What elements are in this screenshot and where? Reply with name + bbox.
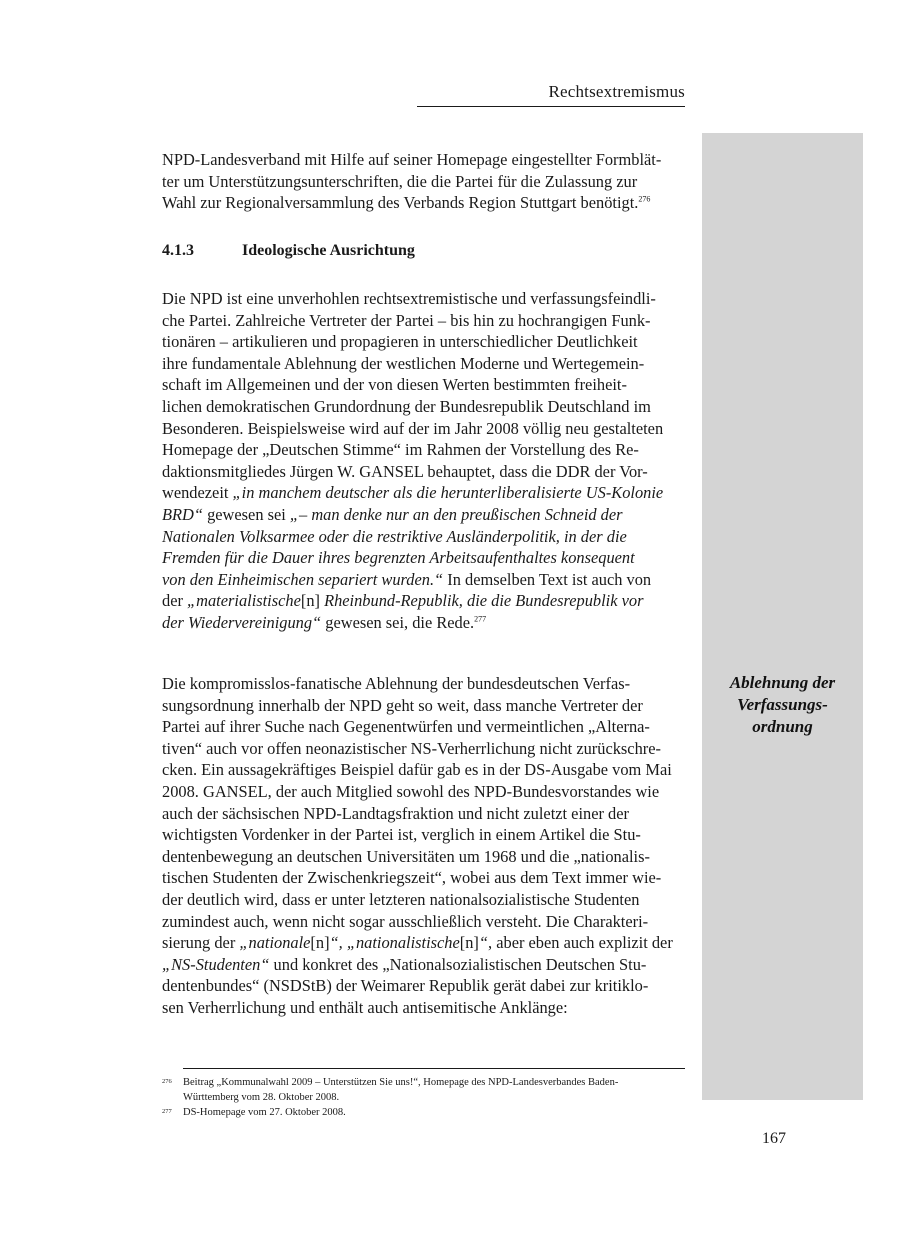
section-number: 4.1.3: [162, 242, 194, 259]
text-line: „NS-Studenten“ und konkret des „Nationalsozialistischen Deutschen Stu-: [162, 954, 647, 974]
text-line: che Partei. Zahlreiche Vertreter der Partei – bis hin zu hochrangigen Funk-: [162, 310, 651, 330]
footnote-rule: [183, 1068, 685, 1069]
margin-column: [702, 133, 863, 1100]
text-line: daktionsmitgliedes Jürgen W. GANSEL behauptet, dass die DDR der Vor-: [162, 461, 648, 481]
text-line: ter um Unterstützungsunterschriften, die die Partei für die Zulassung zur: [162, 171, 638, 191]
running-head: Rechtsextremismus: [548, 82, 685, 101]
footnote-text: Württemberg vom 28. Oktober 2008.: [183, 1092, 340, 1103]
text-line: Wahl zur Regionalversammlung des Verbands Region Stuttgart benötigt.$^{276}$: [162, 193, 651, 213]
text-line: sierung der „nationale[n]“, „nationalistische[n]“, aber eben auch explizit der: [162, 933, 673, 953]
text-line: Nationalen Volksarmee oder die restriktive Ausländerpolitik, in der die: [162, 526, 627, 546]
footnote-text: Beitrag „Kommunalwahl 2009 – Unterstützen Sie uns!“, Homepage des NPD-Landesverbandes Baden-: [183, 1077, 619, 1088]
footnote-number: 277: [162, 1108, 172, 1115]
text-line: der deutlich wird, dass er unter letzteren nationalsozialistische Studenten: [162, 889, 640, 909]
footnote-text: DS-Homepage vom 27. Oktober 2008.: [183, 1107, 346, 1118]
text-line: tiven“ auch vor offen neonazistischer NS-Verherrlichung nicht zurückschre-: [162, 738, 661, 758]
text-line: Partei auf ihrer Suche nach Gegenentwürfen und vermeintlichen „Alterna-: [162, 717, 650, 737]
text-line: ihre fundamentale Ablehnung der westlichen Moderne und Wertegemein-: [162, 353, 645, 373]
section-title: Ideologische Ausrichtung: [242, 242, 415, 259]
text-line: Homepage der „Deutschen Stimme“ im Rahmen der Vorstellung des Re-: [162, 440, 639, 460]
margin-note-line: ordnung: [752, 717, 813, 736]
text-line: zumindest auch, wenn nicht sogar ausschließlich versteht. Die Charakteri-: [162, 911, 649, 931]
text-line: von den Einheimischen separiert wurden.“ In demselben Text ist auch von: [162, 569, 652, 589]
footnote-276: [162, 1075, 685, 1105]
text-line: BRD“ gewesen sei „– man denke nur an den preußischen Schneid der: [162, 504, 623, 524]
text-line: cken. Ein aussagekräftiges Beispiel dafür gab es in der DS-Ausgabe vom Mai: [162, 760, 672, 780]
header-rule: [417, 106, 685, 107]
text-line: der Wiedervereinigung“ gewesen sei, die Rede.$^{277}$: [162, 612, 487, 632]
text-line: tischen Studenten der Zwischenkriegszeit“, wobei aus dem Text immer wie-: [162, 868, 662, 888]
margin-note-line: Ablehnung der: [729, 673, 836, 692]
text-line: Besonderen. Beispielsweise wird auf der im Jahr 2008 völlig neu gestalteten: [162, 418, 664, 438]
text-line: wichtigsten Vordenker in der Partei ist, verglich in einem Artikel die Stu-: [162, 825, 641, 845]
text-line: tionären – artikulieren und propagieren in unterschiedlicher Deutlichkeit: [162, 332, 638, 352]
text-line: dentenbewegung an deutschen Universitäten um 1968 und die „nationalis-: [162, 846, 650, 866]
paragraph-rejection: [162, 673, 685, 1019]
text-line: sen Verherrlichung und enthält auch antisemitische Anklänge:: [162, 997, 568, 1017]
text-line: 2008. GANSEL, der auch Mitglied sowohl des NPD-Bundesvorstandes wie: [162, 781, 660, 801]
page-number: 167: [762, 1130, 786, 1147]
text-line: dentenbundes“ (NSDStB) der Weimarer Republik gerät dabei zur kritiklo-: [162, 976, 649, 996]
text-line: Fremden für die Dauer ihres begrenzten Arbeitsaufenthaltes konsequent: [162, 548, 635, 568]
text-line: NPD-Landesverband mit Hilfe auf seiner Homepage eingestellter Formblät-: [162, 150, 662, 169]
section-heading: [162, 242, 685, 260]
text-line: Die kompromisslos-fanatische Ablehnung der bundesdeutschen Verfas-: [162, 674, 631, 693]
text-line: wendezeit „in manchem deutscher als die herunterliberalisierte US-Kolonie: [162, 483, 664, 503]
text-line: sungsordnung innerhalb der NPD geht so weit, dass manche Vertreter der: [162, 695, 643, 715]
text-line: der „materialistische[n] Rheinbund-Republik, die die Bundesrepublik vor: [162, 591, 644, 611]
paragraph-continuation: [162, 149, 685, 214]
margin-note-line: Verfassungs-: [737, 695, 828, 714]
margin-note: [702, 672, 863, 738]
footnote-ref[interactable]: 277: [474, 614, 487, 624]
text-line: schaft im Allgemeinen und der von diesen Werten bestimmten freiheit-: [162, 375, 627, 395]
footnote-277: [162, 1105, 685, 1120]
text-line: lichen demokratischen Grundordnung der Bundesrepublik Deutschland im: [162, 396, 651, 416]
text-line: Die NPD ist eine unverhohlen rechtsextremistische und verfassungsfeindli-: [162, 289, 656, 308]
text-line: auch der sächsischen NPD-Landtagsfraktion und nicht zuletzt einer der: [162, 803, 629, 823]
paragraph-ideology: [162, 288, 685, 634]
footnote-ref[interactable]: 276: [638, 194, 651, 204]
footnote-number: 276: [162, 1078, 172, 1085]
